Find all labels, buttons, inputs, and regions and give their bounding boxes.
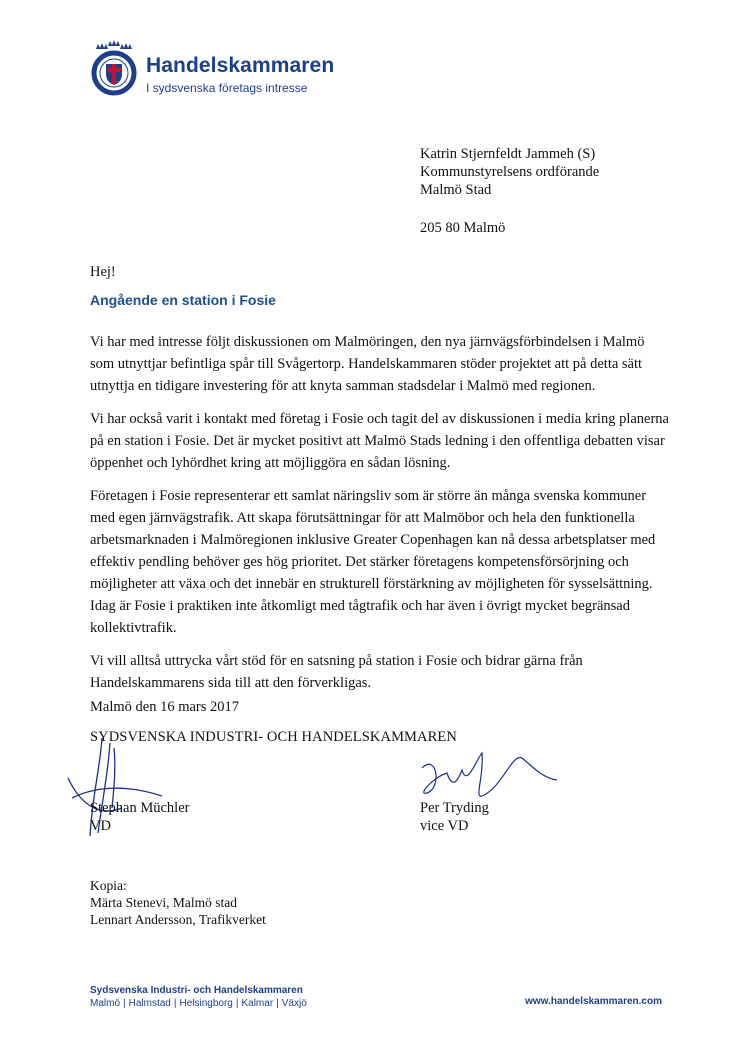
letter-body: [90, 331, 670, 705]
paragraph: Vi har med intresse följt diskussionen om Malmöringen, den nya järnvägsförbindelsen i Malmö som utnyttjar befintliga spår till Svågertorp. Handelskammaren stöder projektet att på detta sätt utnyttja en tidigare investering för att knyta samman stadsdelar i Malmö med regionen.: [90, 334, 645, 394]
footer-website[interactable]: www.handelskammaren.com: [525, 996, 662, 1007]
letter-subject: Angående en station i Fosie: [90, 292, 276, 308]
recipient-name: Katrin Stjernfeldt Jammeh (S): [420, 146, 596, 162]
copies-label: Kopia:: [90, 878, 127, 893]
company-logo: [90, 40, 340, 100]
logo-name: Handelskammaren: [146, 54, 335, 77]
recipient-organization: Malmö Stad: [420, 182, 492, 198]
greeting: Hej!: [90, 264, 116, 280]
copies: [90, 877, 266, 928]
paragraph: Vi har också varit i kontakt med företag i Fosie och tagit del av diskussionen i media kring planerna på en station i Fosie. Det är mycket positivt att Malmö Stads ledning i den offentliga debatten visar öppenhet och lyhördhet kring att möjliggöra en sådan lösning.: [90, 411, 669, 471]
footer-cities: Malmö | Halmstad | Helsingborg | Kalmar | Växjö: [90, 998, 307, 1009]
signatory-name: Per Tryding: [420, 800, 489, 816]
signatory-left: [90, 799, 189, 835]
signatory-right: [420, 799, 489, 835]
sender-organization: SYDSVENSKA INDUSTRI- OCH HANDELSKAMMAREN: [90, 729, 457, 745]
footer-city: Växjö: [281, 998, 307, 1009]
copy-recipient: Märta Stenevi, Malmö stad: [90, 895, 237, 910]
signatory-role: VD: [90, 818, 111, 834]
paragraph: Vi vill alltså uttrycka vårt stöd för en satsning på station i Fosie och bidrar gärna från Handelskammarens sida till att den förverkligas.: [90, 653, 583, 691]
paragraph: Företagen i Fosie representerar ett samlat näringsliv som är större än många svenska kommuner med egen järnvägstrafik. Att skapa förutsättningar för att Malmöbor och hela den funktionella arbetsmarknaden i Malmöregionen inklusive Greater Copenhagen kan nå dessa arbetsplatser med effektiv pendling behöver ges hög prioritet. Det stärker företagens kompetensförsörjning och möjligheter att växa och det innebär en strukturell förstärkning av möjligheten för sysselsättning. Idag är Fosie i praktiken inte åtkomligt med tågtrafik och har även i övrigt mycket begränsad kollektivtrafik.: [90, 488, 656, 636]
footer-city: Halmstad: [128, 998, 171, 1009]
signatory-name: Stephan Müchler: [90, 800, 190, 816]
crowned-shield-emblem-icon: [90, 40, 138, 98]
signatory-role: vice VD: [420, 818, 469, 834]
footer-organization: Sydsvenska Industri- och Handelskammaren: [90, 985, 303, 996]
footer-city: Kalmar: [241, 998, 274, 1009]
recipient-postal: 205 80 Malmö: [420, 220, 506, 236]
recipient-address: [420, 145, 599, 237]
recipient-title: Kommunstyrelsens ordförande: [420, 164, 600, 180]
footer-city: Helsingborg: [179, 998, 233, 1009]
copy-recipient: Lennart Andersson, Trafikverket: [90, 912, 266, 927]
footer-city: Malmö: [90, 998, 121, 1009]
logo-tagline: I sydsvenska företags intresse: [146, 81, 308, 95]
dateline: Malmö den 16 mars 2017: [90, 699, 240, 715]
